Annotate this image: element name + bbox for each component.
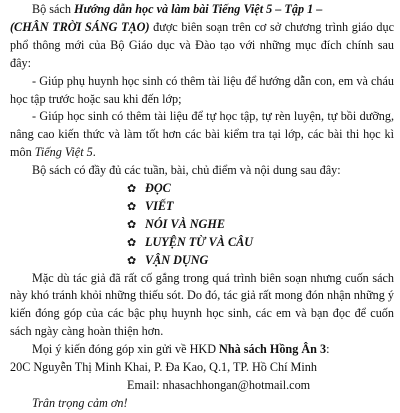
- book-title: Hướng dẫn học và làm bài Tiếng Việt 5 – Tập 1 –: [73, 2, 323, 16]
- purpose-students-text: - Giúp học sinh có thêm tài liệu để tự học tập, tự rèn luyện, tự bồi dưỡng, nâng cao kiến thức và làm tốt hơn các bài kiểm tra tại lớp, các bài thi học kì môn: [10, 109, 394, 160]
- flower-bullet-icon: ✿: [127, 235, 137, 249]
- sections-list: [10, 180, 394, 269]
- intro-text-start: Bộ sách: [32, 2, 71, 16]
- publisher-email: Email: nhasachhongan@hotmail.com: [127, 377, 311, 392]
- contents-intro: Bộ sách có đầy đủ các tuần, bài, chủ điểm và nội dung sau đây:: [32, 163, 341, 178]
- contact-colon: :: [326, 342, 330, 357]
- flower-bullet-icon: ✿: [127, 217, 137, 231]
- intro-text-end: được biên soạn trên cơ sở chương trình giáo dục phổ thông mới của Bộ Giáo dục và Đào tạo với những mục đích chính sau đây:: [10, 19, 394, 70]
- book-series: (CHÂN TRỜI SÁNG TẠO): [10, 19, 150, 34]
- section-item: [127, 216, 394, 234]
- section-label: VIẾT: [145, 198, 174, 213]
- section-label: LUYỆN TỪ VÀ CÂU: [145, 234, 254, 249]
- flower-bullet-icon: ✿: [127, 199, 137, 213]
- contact-line: [10, 341, 394, 359]
- subject-title: Tiếng Việt 5: [34, 145, 93, 160]
- purpose-students: [10, 108, 394, 162]
- section-item: [127, 234, 394, 252]
- purpose-parents: - Giúp phụ huynh học sinh có thêm tài liệu để hướng dẫn con, em và cháu học tập trước hoặc sau khi đến lớp;: [10, 73, 394, 106]
- closing-paragraph: Mặc dù tác giả đã rất cố gắng trong quá trình biên soạn nhưng cuốn sách này khó tránh khỏi những thiếu sót. Do đó, tác giả rất mong đón nhận những ý kiến đóng góp của các bậc phụ huynh học sinh, các em và bạn đọc để cuốn sách ngày càng hoàn thiện hơn.: [10, 270, 394, 339]
- section-item: [127, 180, 394, 198]
- section-label: VẬN DỤNG: [145, 252, 209, 267]
- purpose-students-end: .: [92, 145, 96, 160]
- contact-intro: Mọi ý kiến đóng góp xin gửi về HKD: [32, 342, 216, 357]
- section-item: [127, 198, 394, 216]
- intro-paragraph: [10, 1, 394, 73]
- sign-off: Trân trọng cảm ơn!: [32, 395, 128, 410]
- publisher-address: 20C Nguyễn Thị Minh Khai, P. Đa Kao, Q.1, TP. Hồ Chí Minh: [10, 360, 317, 375]
- flower-bullet-icon: ✿: [127, 182, 137, 196]
- section-label: ĐỌC: [145, 181, 171, 196]
- section-item: [127, 252, 394, 270]
- publisher-name: Nhà sách Hồng Ân 3: [219, 342, 327, 357]
- flower-bullet-icon: ✿: [127, 253, 137, 267]
- section-label: NÓI VÀ NGHE: [145, 216, 225, 231]
